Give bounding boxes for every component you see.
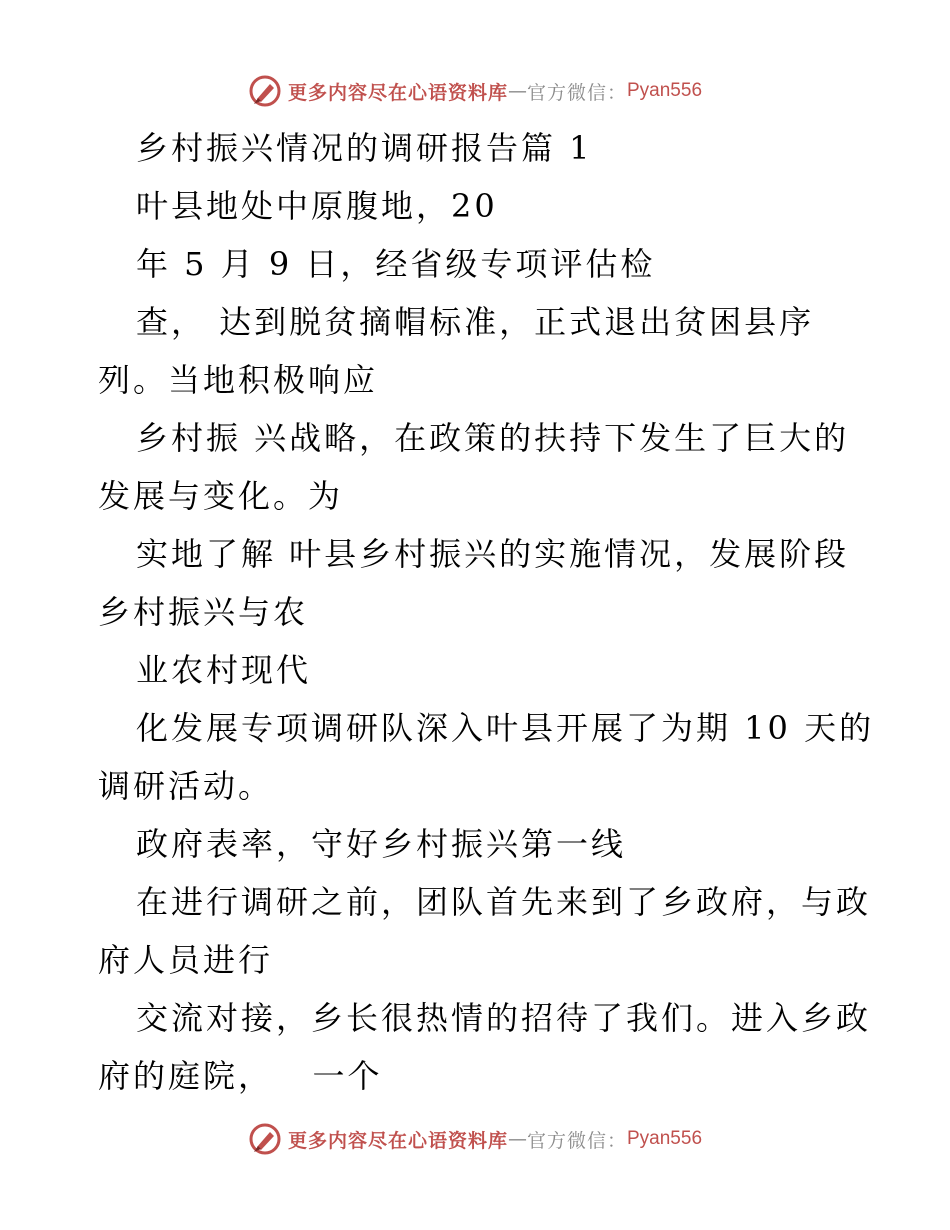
banner-dash: — xyxy=(507,80,527,102)
banner-wechat-id: Pyan556 xyxy=(627,80,703,101)
banner-dash: — xyxy=(507,1128,527,1150)
paragraph-line: 业农村现代 xyxy=(136,651,312,689)
paragraph-line: 叶县地处中原腹地，20 xyxy=(136,187,498,225)
paragraph-line: 发展与变化。为 xyxy=(98,477,344,515)
header-watermark-banner xyxy=(0,71,950,111)
paragraph-line: 府人员进行 xyxy=(98,941,274,979)
section-heading: 政府表率，守好乡村振兴第一线 xyxy=(136,825,627,863)
paragraph-line: 年 5 月 9 日，经省级专项评估检 xyxy=(136,245,656,283)
pen-logo-icon xyxy=(248,1122,282,1156)
document-title: 乡村振兴情况的调研报告篇 1 xyxy=(136,129,593,167)
paragraph-line: 府的庭院， 一个 xyxy=(98,1057,383,1095)
banner-wechat-label: 官方微信： xyxy=(526,1129,627,1152)
footer-watermark-banner xyxy=(0,1119,950,1159)
banner-wechat-label: 官方微信： xyxy=(526,81,627,104)
banner-main-text: 更多内容尽在心语资料库 xyxy=(287,1129,508,1152)
paragraph-line: 查， 达到脱贫摘帽标准，正式退出贫困县序 xyxy=(136,303,815,341)
banner-wechat-id: Pyan556 xyxy=(627,1128,703,1149)
paragraph-line: 乡村振 兴战略，在政策的扶持下发生了巨大的 xyxy=(136,419,850,457)
pen-logo-icon xyxy=(248,74,282,108)
banner-main-text: 更多内容尽在心语资料库 xyxy=(287,81,508,104)
paragraph-line: 乡村振兴与农 xyxy=(98,593,309,631)
paragraph-line: 交流对接，乡长很热情的招待了我们。进入乡政 xyxy=(136,999,872,1037)
paragraph-line: 实地了解 叶县乡村振兴的实施情况，发展阶段 xyxy=(136,535,850,573)
paragraph-line: 化发展专项调研队深入叶县开展了为期 10 天的 xyxy=(136,709,875,747)
paragraph-line: 在进行调研之前，团队首先来到了乡政府，与政 xyxy=(136,883,872,921)
paragraph-line: 调研活动。 xyxy=(98,767,274,805)
paragraph-line: 列。当地积极响应 xyxy=(98,361,379,399)
